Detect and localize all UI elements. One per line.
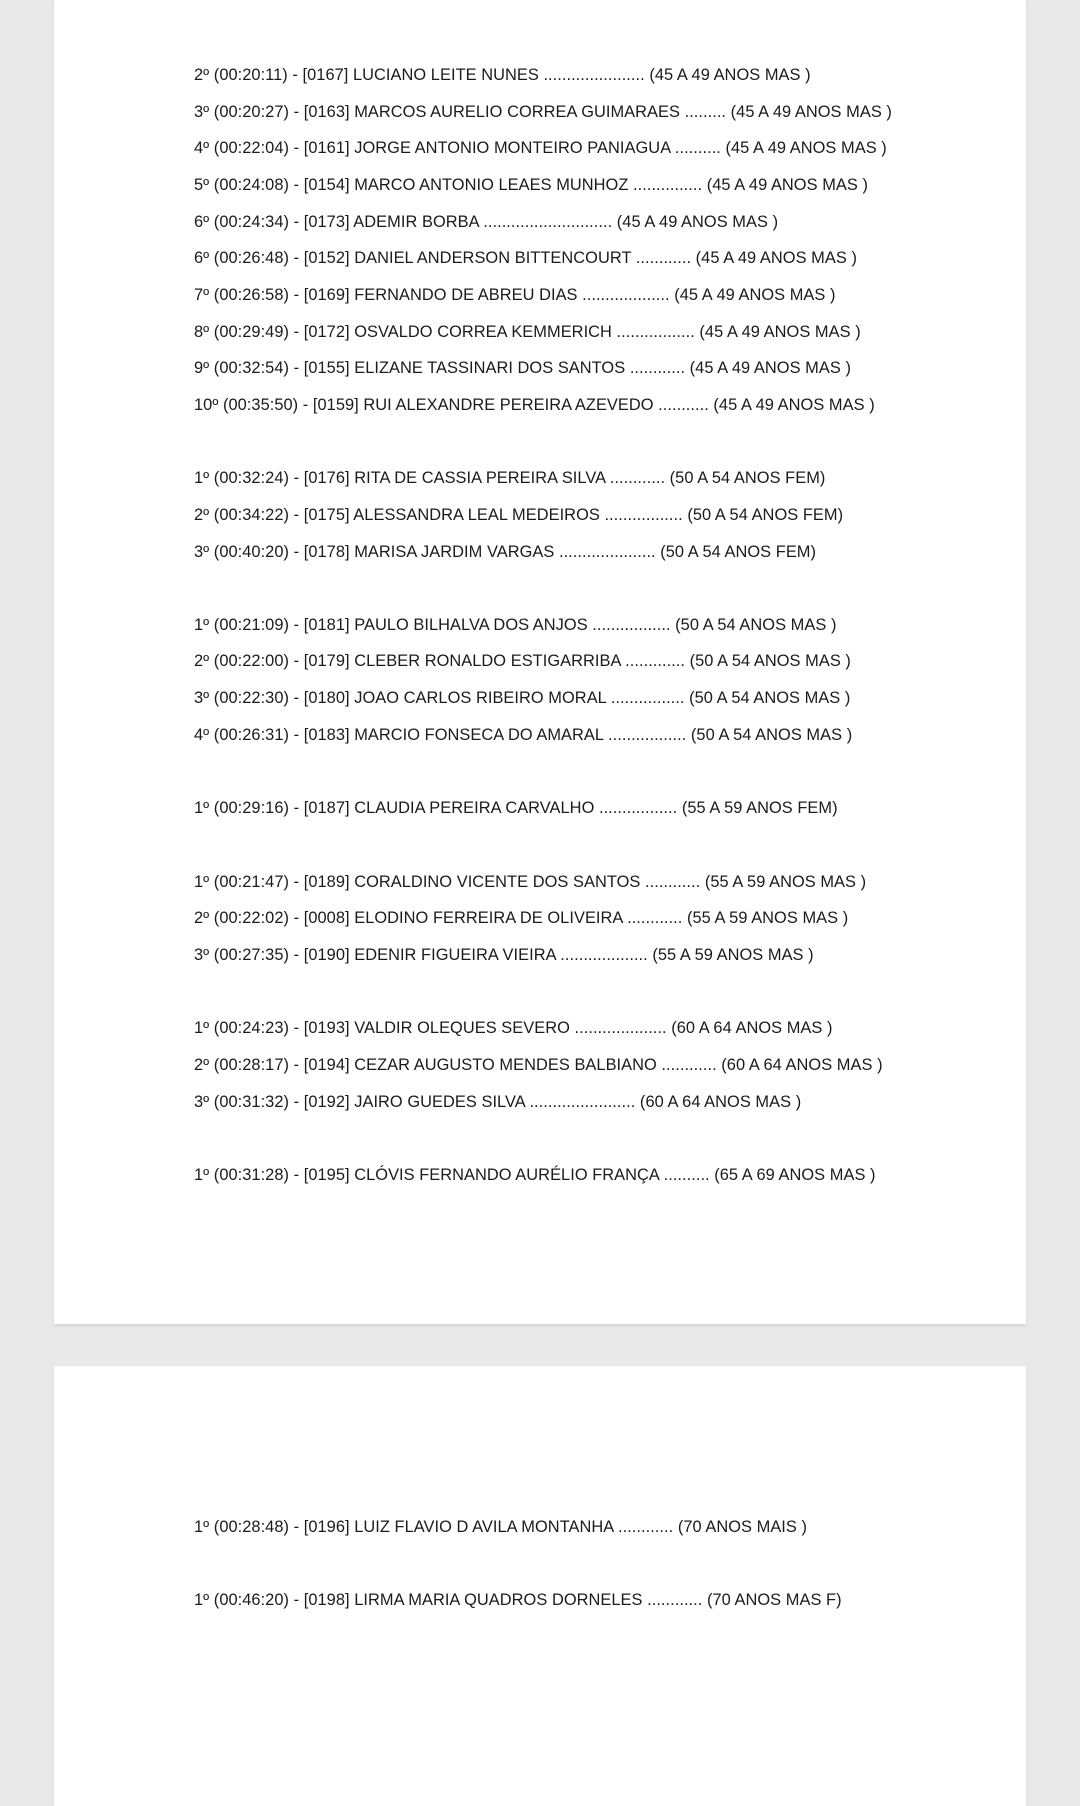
- result-line: 6º (00:26:48) - [0152] DANIEL ANDERSON BITTENCOURT ............ (45 A 49 ANOS MAS ): [194, 249, 857, 267]
- result-line: 1º (00:21:09) - [0181] PAULO BILHALVA DOS ANJOS ................. (50 A 54 ANOS MAS ): [194, 616, 837, 634]
- result-line: 4º (00:22:04) - [0161] JORGE ANTONIO MONTEIRO PANIAGUA .......... (45 A 49 ANOS MAS ): [194, 139, 887, 157]
- result-line: 1º (00:32:24) - [0176] RITA DE CASSIA PEREIRA SILVA ............ (50 A 54 ANOS FEM): [194, 469, 826, 487]
- result-line: 10º (00:35:50) - [0159] RUI ALEXANDRE PEREIRA AZEVEDO ........... (45 A 49 ANOS MAS ): [194, 396, 875, 414]
- result-line: 1º (00:29:16) - [0187] CLAUDIA PEREIRA CARVALHO ................. (55 A 59 ANOS FEM): [194, 799, 838, 817]
- result-line: 2º (00:34:22) - [0175] ALESSANDRA LEAL MEDEIROS ................. (50 A 54 ANOS FEM): [194, 506, 844, 524]
- result-line: 3º (00:20:27) - [0163] MARCOS AURELIO CORREA GUIMARAES ......... (45 A 49 ANOS MAS ): [194, 103, 892, 121]
- result-line: 3º (00:27:35) - [0190] EDENIR FIGUEIRA VIEIRA ................... (55 A 59 ANOS MAS ): [194, 946, 814, 964]
- result-line: 1º (00:31:28) - [0195] CLÓVIS FERNANDO AURÉLIO FRANÇA .......... (65 A 69 ANOS MAS ): [194, 1166, 876, 1184]
- result-line: 2º (00:22:00) - [0179] CLEBER RONALDO ESTIGARRIBA ............. (50 A 54 ANOS MAS ): [194, 652, 851, 670]
- result-line: 1º (00:28:48) - [0196] LUIZ FLAVIO D AVILA MONTANHA ............ (70 ANOS MAIS ): [194, 1518, 808, 1536]
- result-line: 4º (00:26:31) - [0183] MARCIO FONSECA DO AMARAL ................. (50 A 54 ANOS MAS ): [194, 726, 853, 744]
- result-line: 7º (00:26:58) - [0169] FERNANDO DE ABREU DIAS ................... (45 A 49 ANOS MAS ): [194, 286, 836, 304]
- result-line: 2º (00:20:11) - [0167] LUCIANO LEITE NUNES ...................... (45 A 49 ANOS MAS ): [194, 66, 811, 84]
- result-line: 3º (00:31:32) - [0192] JAIRO GUEDES SILVA ....................... (60 A 64 ANOS MAS ): [194, 1093, 802, 1111]
- document-page-2: [54, 1366, 1026, 1806]
- result-line: 2º (00:28:17) - [0194] CEZAR AUGUSTO MENDES BALBIANO ............ (60 A 64 ANOS MAS ): [194, 1056, 883, 1074]
- result-line: 5º (00:24:08) - [0154] MARCO ANTONIO LEAES MUNHOZ ............... (45 A 49 ANOS MAS ): [194, 176, 868, 194]
- result-line: 8º (00:29:49) - [0172] OSVALDO CORREA KEMMERICH ................. (45 A 49 ANOS MAS ): [194, 323, 861, 341]
- result-line: 1º (00:21:47) - [0189] CORALDINO VICENTE DOS SANTOS ............ (55 A 59 ANOS MAS ): [194, 873, 867, 891]
- result-line: 2º (00:22:02) - [0008] ELODINO FERREIRA DE OLIVEIRA ............ (55 A 59 ANOS MAS ): [194, 909, 849, 927]
- result-line: 6º (00:24:34) - [0173] ADEMIR BORBA ............................ (45 A 49 ANOS MAS ): [194, 213, 779, 231]
- result-line: 9º (00:32:54) - [0155] ELIZANE TASSINARI DOS SANTOS ............ (45 A 49 ANOS MAS ): [194, 359, 851, 377]
- document-page-1: [54, 0, 1026, 1324]
- result-line: 1º (00:46:20) - [0198] LIRMA MARIA QUADROS DORNELES ............ (70 ANOS MAS F): [194, 1591, 842, 1609]
- result-line: 1º (00:24:23) - [0193] VALDIR OLEQUES SEVERO .................... (60 A 64 ANOS MAS ): [194, 1019, 833, 1037]
- result-line: 3º (00:22:30) - [0180] JOAO CARLOS RIBEIRO MORAL ................ (50 A 54 ANOS MAS ): [194, 689, 851, 707]
- result-line: 3º (00:40:20) - [0178] MARISA JARDIM VARGAS ..................... (50 A 54 ANOS FEM): [194, 543, 817, 561]
